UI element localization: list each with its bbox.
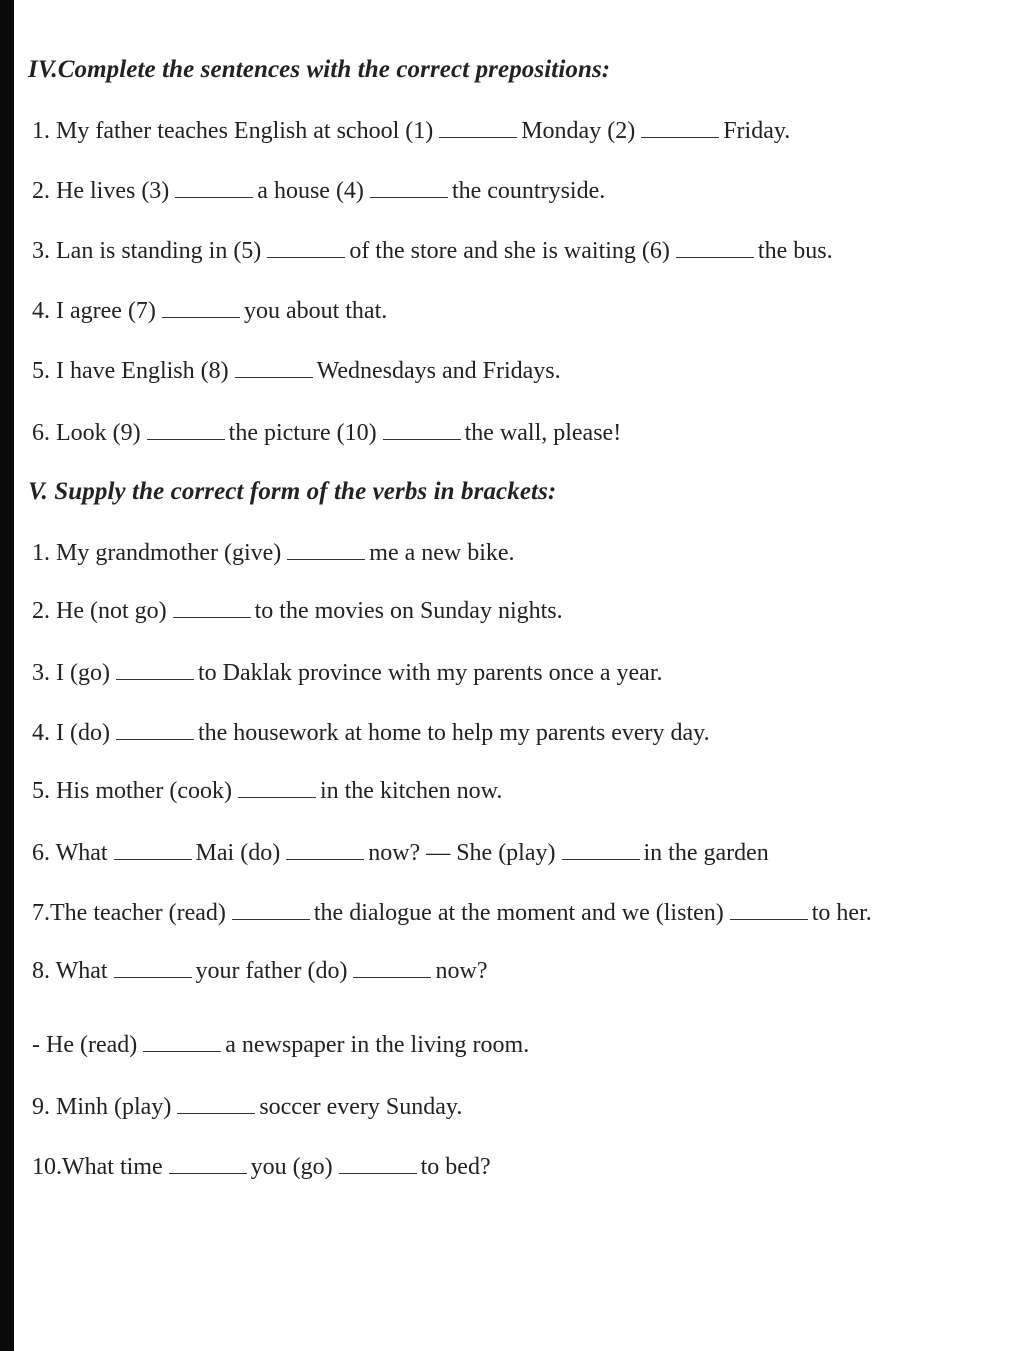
item-text: the housework at home to help my parents every day. bbox=[197, 720, 710, 746]
section-4-item-2 bbox=[32, 176, 605, 206]
section-5-item-10 bbox=[32, 1152, 491, 1182]
section-4-title: IV.Complete the sentences with the correct prepositions: bbox=[28, 56, 611, 83]
section-5-item-3 bbox=[32, 658, 663, 688]
item-text: 5. I have English (8) bbox=[32, 358, 229, 384]
answer-blank-10[interactable] bbox=[383, 419, 461, 440]
item-text: a house (4) bbox=[257, 178, 364, 204]
item-text: 4. I agree (7) bbox=[32, 298, 156, 324]
answer-blank[interactable] bbox=[114, 957, 192, 978]
answer-blank[interactable] bbox=[116, 659, 194, 680]
answer-blank-3[interactable] bbox=[175, 177, 253, 198]
section-4-item-5 bbox=[32, 356, 561, 386]
item-text: 6. What bbox=[32, 840, 108, 866]
item-text: a newspaper in the living room. bbox=[225, 1032, 530, 1058]
item-text: 7.The teacher (read) bbox=[32, 900, 226, 926]
item-text: 3. I (go) bbox=[32, 660, 110, 686]
answer-blank-2[interactable] bbox=[641, 117, 719, 138]
answer-blank[interactable] bbox=[562, 839, 640, 860]
item-text: 2. He lives (3) bbox=[32, 178, 170, 204]
item-text: - He (read) bbox=[32, 1032, 138, 1058]
item-text: Monday (2) bbox=[521, 118, 636, 144]
item-text: 5. His mother (cook) bbox=[32, 778, 232, 804]
item-text: the dialogue at the moment and we (listen) bbox=[313, 900, 724, 926]
item-text: now? bbox=[435, 958, 488, 984]
answer-blank[interactable] bbox=[730, 899, 808, 920]
answer-blank[interactable] bbox=[143, 1031, 221, 1052]
answer-blank[interactable] bbox=[286, 839, 364, 860]
answer-blank-6[interactable] bbox=[676, 237, 754, 258]
item-text: soccer every Sunday. bbox=[259, 1094, 463, 1120]
section-4-item-1 bbox=[32, 116, 790, 146]
section-5-item-4 bbox=[32, 718, 710, 748]
item-text: to bed? bbox=[420, 1154, 491, 1180]
answer-blank-8[interactable] bbox=[235, 357, 313, 378]
answer-blank[interactable] bbox=[169, 1153, 247, 1174]
item-text: to the movies on Sunday nights. bbox=[254, 598, 563, 624]
section-4-item-3 bbox=[32, 236, 833, 266]
item-text: 9. Minh (play) bbox=[32, 1094, 172, 1120]
answer-blank-1[interactable] bbox=[439, 117, 517, 138]
item-text: the wall, please! bbox=[464, 420, 622, 446]
item-text: 6. Look (9) bbox=[32, 420, 141, 446]
item-text: 4. I (do) bbox=[32, 720, 110, 746]
item-text: Friday. bbox=[723, 118, 791, 144]
answer-blank[interactable] bbox=[114, 839, 192, 860]
item-text: 10.What time bbox=[32, 1154, 163, 1180]
item-text: to Daklak province with my parents once a year. bbox=[197, 660, 663, 686]
section-5-item-8 bbox=[32, 956, 487, 986]
item-text: 3. Lan is standing in (5) bbox=[32, 238, 262, 264]
answer-blank[interactable] bbox=[173, 597, 251, 618]
answer-blank[interactable] bbox=[177, 1093, 255, 1114]
section-5-item-7 bbox=[32, 898, 872, 928]
answer-blank-9[interactable] bbox=[147, 419, 225, 440]
item-text: your father (do) bbox=[195, 958, 348, 984]
section-5-item-9 bbox=[32, 1092, 462, 1122]
item-text: Mai (do) bbox=[195, 840, 281, 866]
section-5-item-6 bbox=[32, 838, 769, 868]
item-text: you (go) bbox=[250, 1154, 333, 1180]
item-text: the countryside. bbox=[451, 178, 606, 204]
answer-blank-4[interactable] bbox=[370, 177, 448, 198]
answer-blank[interactable] bbox=[339, 1153, 417, 1174]
item-text: to her. bbox=[811, 900, 872, 926]
item-text: the bus. bbox=[757, 238, 833, 264]
item-text: Wednesdays and Fridays. bbox=[316, 358, 561, 384]
item-text: in the garden bbox=[643, 840, 769, 866]
section-4-item-4 bbox=[32, 296, 387, 326]
item-text: you about that. bbox=[243, 298, 388, 324]
section-4-item-6 bbox=[32, 418, 621, 448]
section-5-item-8-answer bbox=[32, 1030, 529, 1060]
item-text: the picture (10) bbox=[228, 420, 377, 446]
section-5-title: V. Supply the correct form of the verbs in brackets: bbox=[28, 478, 557, 505]
section-5-item-2 bbox=[32, 596, 563, 626]
answer-blank[interactable] bbox=[287, 539, 365, 560]
answer-blank[interactable] bbox=[238, 777, 316, 798]
item-text: 2. He (not go) bbox=[32, 598, 167, 624]
item-text: 8. What bbox=[32, 958, 108, 984]
answer-blank[interactable] bbox=[116, 719, 194, 740]
item-text: now? — She (play) bbox=[368, 840, 556, 866]
item-text: in the kitchen now. bbox=[319, 778, 503, 804]
answer-blank-7[interactable] bbox=[162, 297, 240, 318]
item-text: 1. My grandmother (give) bbox=[32, 540, 282, 566]
answer-blank-5[interactable] bbox=[267, 237, 345, 258]
section-5-item-5 bbox=[32, 776, 502, 806]
section-5-item-1 bbox=[32, 538, 515, 568]
item-text: of the store and she is waiting (6) bbox=[349, 238, 670, 264]
item-text: 1. My father teaches English at school (1) bbox=[32, 118, 434, 144]
answer-blank[interactable] bbox=[232, 899, 310, 920]
answer-blank[interactable] bbox=[353, 957, 431, 978]
item-text: me a new bike. bbox=[369, 540, 515, 566]
